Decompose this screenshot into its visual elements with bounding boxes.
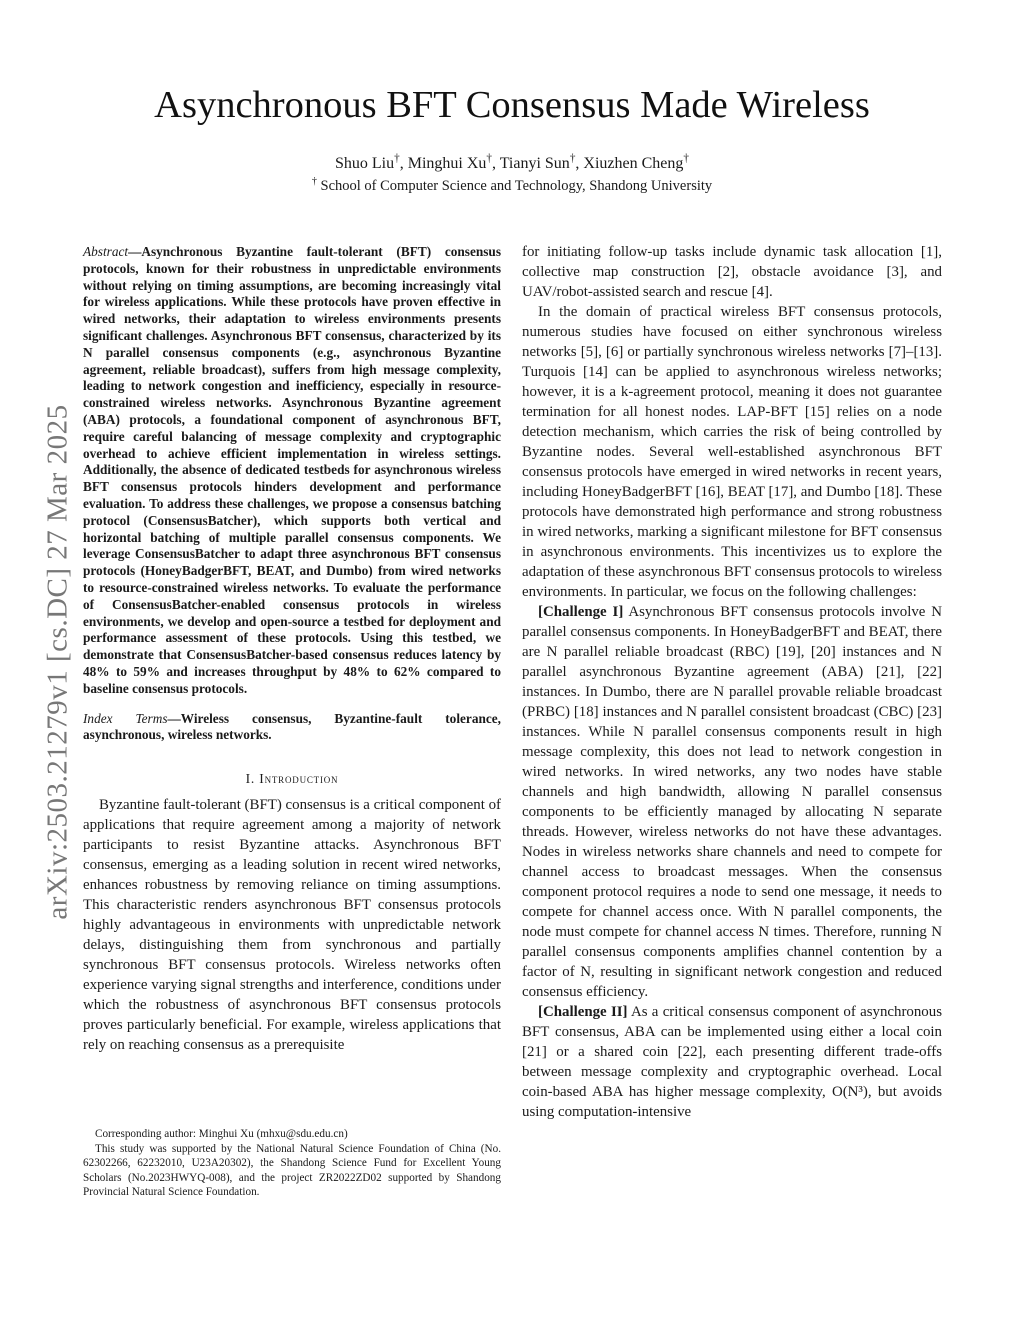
challenge-1-label: [Challenge I]: [538, 604, 624, 620]
index-terms: [83, 711, 501, 745]
footnote: [83, 1127, 501, 1200]
challenge-2-text: As a critical consensus component of asynchronous BFT consensus, ABA can be implemented using either a local coin [21] or a shared coin [22], each presenting different trade-offs between message complexity and cryptographic overhead. Local coin-based ABA has higher message complexity, O(N³), but avoids using computation-intensive: [522, 1004, 942, 1120]
left-column: [83, 244, 501, 1055]
intro-paragraph: Byzantine fault-tolerant (BFT) consensus is a critical component of applications that require agreement among a majority of network participants to resist Byzantine attacks. Asynchronous BFT consensus, emerging as a leading solution in recent wired networks, enhances robustness by removing reliance on timing assumptions. This characteristic renders asynchronous BFT consensus protocols highly advantageous in environments with unpredictable network delays, distinguishing them from synchronous and partially synchronous BFT consensus protocols. Wireless networks often experience varying signal strengths and interference, conditions under which the robustness of asynchronous BFT consensus protocols proves particularly beneficial. For example, wireless applications that rely on reaching consensus as a prerequisite: [83, 797, 501, 1054]
affiliation: [0, 176, 1024, 196]
author-list: Shuo Liu†, Minghui Xu†, Tianyi Sun†, Xiuzhen Cheng†: [335, 152, 689, 172]
author-name: Minghui Xu: [407, 155, 487, 172]
author-name: Xiuzhen Cheng: [583, 155, 684, 172]
footnote-corresponding: Corresponding author: Minghui Xu (mhxu@sdu.edu.cn): [95, 1128, 348, 1140]
paragraph-challenge-2: [522, 1002, 942, 1122]
section-heading: I. Introduction: [245, 771, 339, 787]
challenge-2-label: [Challenge II]: [538, 1004, 628, 1020]
author-mark: †: [394, 152, 400, 165]
paragraph-challenge-1: [522, 602, 942, 1002]
abstract-label: Abstract: [83, 244, 129, 259]
index-terms-text: —Wireless consensus, Byzantine-fault tolerance, asynchronous, wireless networks.: [83, 710, 501, 743]
author-mark: †: [486, 152, 492, 165]
challenge-1-text: Asynchronous BFT consensus protocols involve N parallel consensus components. In HoneyBadgerBFT and BEAT, there are N parallel reliable broadcast (RBC) [19], [20] instances and N parallel asynchronous Byzantine agreement (ABA) [21], [22] instances. In Dumbo, there are N parallel provable reliable broadcast (PRBC) [18] instances and N parallel consistent broadcast (CBC) [23] instances. While N parallel consensus components result in high message complexity, this does not lead to network congestion in wired networks. In wired networks, any two nodes have stable channels and high bandwidth, allowing N parallel consensus components to be efficiently managed by allocating N separate threads. However, wireless networks do not have these advantages. Nodes in wireless networks share channels and need to compete for channel access to broadcast messages. When the consensus component protocol requires a node to send one message, it needs to compete for channel access once. With N parallel components, the node must compete for channel access N times. Therefore, running N parallel consensus components amplifies channel contention by a factor of N, resulting in significant network congestion and reduced consensus efficiency.: [522, 604, 943, 1000]
affiliation-mark: †: [311, 176, 317, 188]
author-mark: †: [569, 152, 576, 165]
paragraph-related-work: In the domain of practical wireless BFT consensus protocols, numerous studies have focused on either synchronous wireless networks [5], [6] or partially synchronous wireless networks [7]–[13]. Turquois [14] can be applied to asynchronous wireless networks; however, it is a k-agreement protocol, meaning it does not guarantee termination for all honest nodes. LAP-BFT [15] relies on a node detection mechanism, which carries the risk of being controlled by Byzantine nodes. Several well-established asynchronous BFT consensus protocols have emerged in wired networks in recent years, including HoneyBadgerBFT [16], BEAT [17], and Dumbo [18]. These protocols have demonstrated high performance and strong robustness in wired networks, marking a significant milestone for BFT consensus in asynchronous environments. This incentivizes us to explore the adaptation of these asynchronous BFT consensus protocols to wireless environments. In particular, we focus on the following challenges:: [522, 304, 942, 600]
author-name: Tianyi Sun: [499, 155, 570, 172]
author-name: Shuo Liu: [335, 155, 395, 172]
index-terms-label: Index Terms: [83, 710, 168, 726]
abstract: [83, 244, 501, 698]
footnote-funding: This study was supported by the National Natural Science Foundation of China (No. 62302266, 62232010, U23A20302), the Shandong Science Fund for Excellent Young Scholars (No.2023HWYQ-008), and the project ZR2022ZD02 supported by Shandong Provincial Natural Science Foundation.: [83, 1142, 501, 1198]
author-mark: †: [683, 152, 689, 165]
paragraph-continuation: for initiating follow-up tasks include dynamic task allocation [1], collective map construction [2], obstacle avoidance [3], and UAV/robot-assisted search and rescue [4].: [522, 244, 942, 300]
arxiv-identifier: arXiv:2503.21279v1 [cs.DC] 27 Mar 2025: [41, 404, 74, 920]
right-column: [522, 242, 942, 1122]
abstract-text: —Asynchronous Byzantine fault-tolerant (BFT) consensus protocols, known for their robustness in unpredictable environments without relying on timing assumptions, are becoming increasingly vital for wireless applications. While these protocols have proven effective in wired networks, their adaptation to wireless environments presents significant challenges. Asynchronous BFT consensus, characterized by its N parallel consensus components (e.g., asynchronous Byzantine agreement, reliable broadcast), suffers from high message complexity, leading to network congestion and inefficiency, especially in resource-constrained wireless networks. Asynchronous Byzantine agreement (ABA) protocols, a foundational component of asynchronous BFT, require careful balancing of message complexity and cryptographic overhead to achieve efficient implementation in wireless settings. Additionally, the absence of dedicated testbeds for asynchronous wireless BFT consensus protocols hinders development and performance evaluation. To address these challenges, we propose a consensus batching protocol (ConsensusBatcher), which supports both vertical and horizontal batching of multiple parallel consensus components. We leverage ConsensusBatcher to adapt three asynchronous BFT consensus protocols (HoneyBadgerBFT, BEAT, and Dumbo) from wired networks to resource-constrained wireless networks. To evaluate the performance of ConsensusBatcher-enabled consensus protocols in wireless environments, we develop and open-source a testbed for deployment and performance assessment of these protocols. Using this testbed, we demonstrate that ConsensusBatcher-based consensus reduces latency by 48% to 59% and increases throughput by 48% to 62% compared to baseline consensus protocols.: [83, 244, 501, 696]
paper-title: Asynchronous BFT Consensus Made Wireless: [154, 84, 870, 126]
affiliation-text: School of Computer Science and Technology, Shandong University: [320, 178, 713, 194]
